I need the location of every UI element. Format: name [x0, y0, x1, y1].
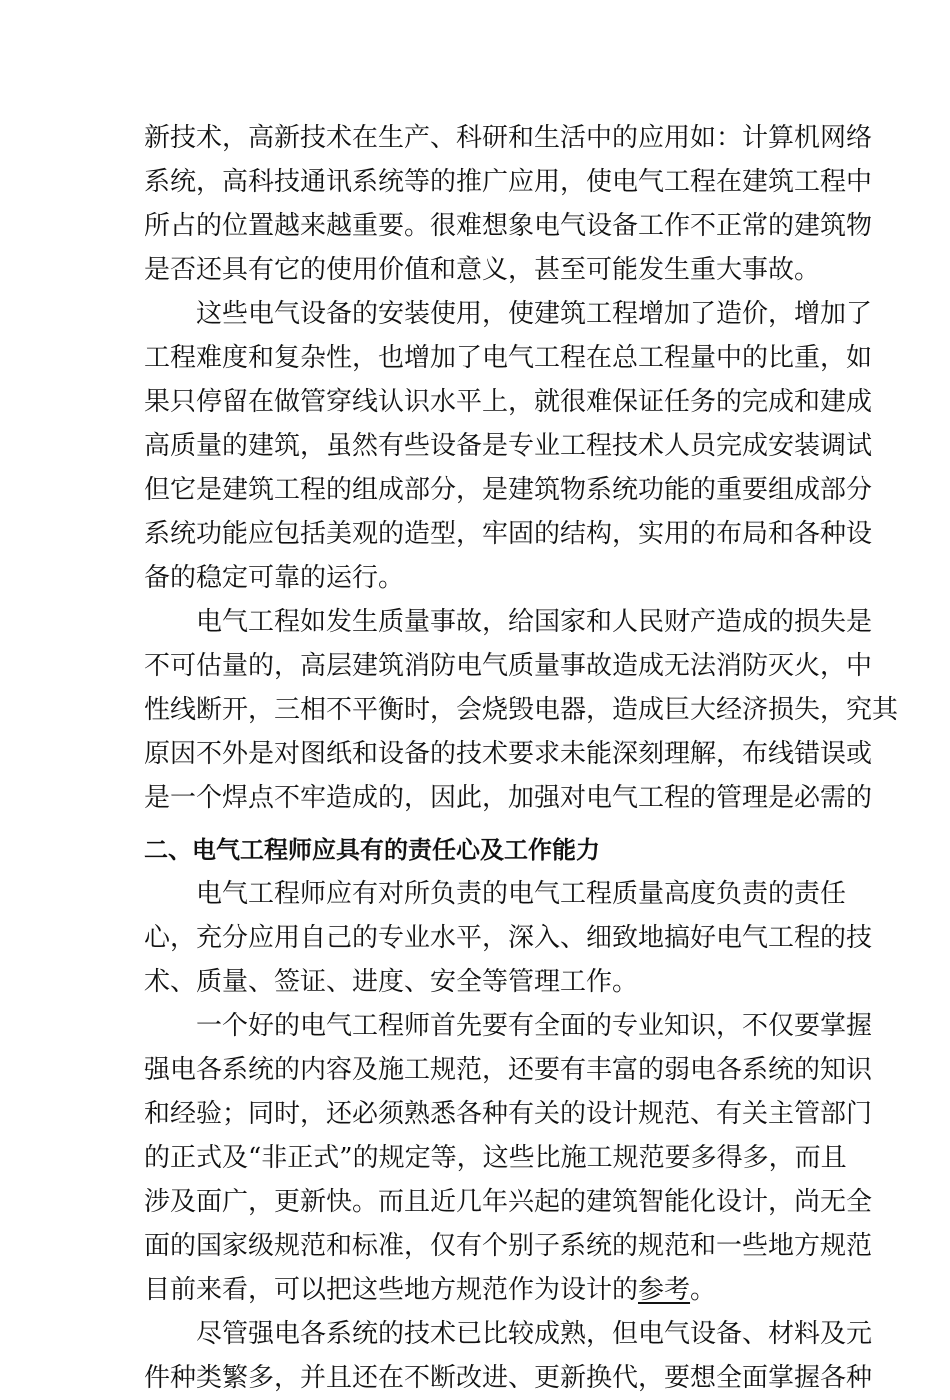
text-line: 是否还具有它的使用价值和意义，甚至可能发生重大事故。 — [144, 255, 821, 285]
text-segment: 。 — [690, 1275, 717, 1305]
paragraph-quality-accidents — [144, 600, 899, 820]
text-line: 系统，高科技通讯系统等的推广应用，使电气工程在建筑工程中 — [144, 167, 873, 197]
paragraph-strong-current-systems — [144, 1312, 873, 1400]
text-line: 不可估量的，高层建筑消防电气质量事故造成无法消防灭火，中 — [144, 651, 873, 681]
paragraph-equipment-installation — [144, 292, 873, 600]
text-line: 系统功能应包括美观的造型，牢固的结构，实用的布局和各种设 — [144, 519, 873, 549]
text-line — [144, 1268, 809, 1312]
text-segment: 目前来看，可以把这些地方规范作为设计的 — [144, 1275, 639, 1305]
text-line: 心，充分应用自己的专业水平，深入、细致地搞好电气工程的技 — [144, 923, 873, 953]
text-line: 原因不外是对图纸和设备的技术要求未能深刻理解，布线错误或 — [144, 739, 873, 769]
text-line: 所占的位置越来越重要。很难想象电气设备工作不正常的建筑物 — [144, 211, 873, 241]
text-line: 高质量的建筑，虽然有些设备是专业工程技术人员完成安装调试 — [144, 431, 873, 461]
text-line: 工程难度和复杂性，也增加了电气工程在总工程量中的比重，如 — [144, 343, 873, 373]
text-line: 术、质量、签证、进度、安全等管理工作。 — [144, 967, 639, 997]
document-body — [144, 116, 899, 1400]
text-line: 电气工程师应有对所负责的电气工程质量高度负责的责任 — [196, 879, 847, 909]
text-line: 但它是建筑工程的组成部分，是建筑物系统功能的重要组成部分 — [144, 475, 873, 505]
text-line: 件种类繁多，并且还在不断改进、更新换代，要想全面掌握各种 — [144, 1363, 873, 1393]
text-line: 这些电气设备的安装使用，使建筑工程增加了造价，增加了 — [196, 299, 873, 329]
text-line: 面的国家级规范和标准，仅有个别子系统的规范和一些地方规范 — [144, 1231, 873, 1261]
section-heading: 二、电气工程师应具有的责任心及工作能力 — [144, 836, 600, 864]
text-line: 一个好的电气工程师首先要有全面的专业知识，不仅要掌握 — [196, 1011, 873, 1041]
paragraph-responsibility — [144, 872, 873, 1004]
text-line: 新技术，高新技术在生产、科研和生活中的应用如：计算机网络 — [144, 123, 873, 153]
text-line: 涉及面广，更新快。而且近几年兴起的建筑智能化设计，尚无全 — [144, 1187, 873, 1217]
text-line: 强电各系统的内容及施工规范，还要有丰富的弱电各系统的知识 — [144, 1055, 873, 1085]
text-line: 的正式及“非正式”的规定等，这些比施工规范要多得多，而且 — [144, 1143, 847, 1173]
text-line: 和经验；同时，还必须熟悉各种有关的设计规范、有关主管部门 — [144, 1099, 873, 1129]
paragraph-intro — [144, 116, 873, 292]
text-line: 电气工程如发生质量事故，给国家和人民财产造成的损失是 — [196, 607, 873, 637]
text-line: 性线断开，三相不平衡时，会烧毁电器，造成巨大经济损失，究其 — [144, 695, 899, 725]
reference-link[interactable]: 参考 — [638, 1275, 691, 1305]
text-line: 是一个焊点不牢造成的，因此，加强对电气工程的管理是必需的 — [144, 783, 873, 813]
text-line: 尽管强电各系统的技术已比较成熟，但电气设备、材料及元 — [196, 1319, 873, 1349]
paragraph-professional-knowledge — [144, 1004, 873, 1312]
text-line: 备的稳定可靠的运行。 — [144, 563, 405, 593]
text-line: 果只停留在做管穿线认识水平上，就很难保证任务的完成和建成 — [144, 387, 873, 417]
